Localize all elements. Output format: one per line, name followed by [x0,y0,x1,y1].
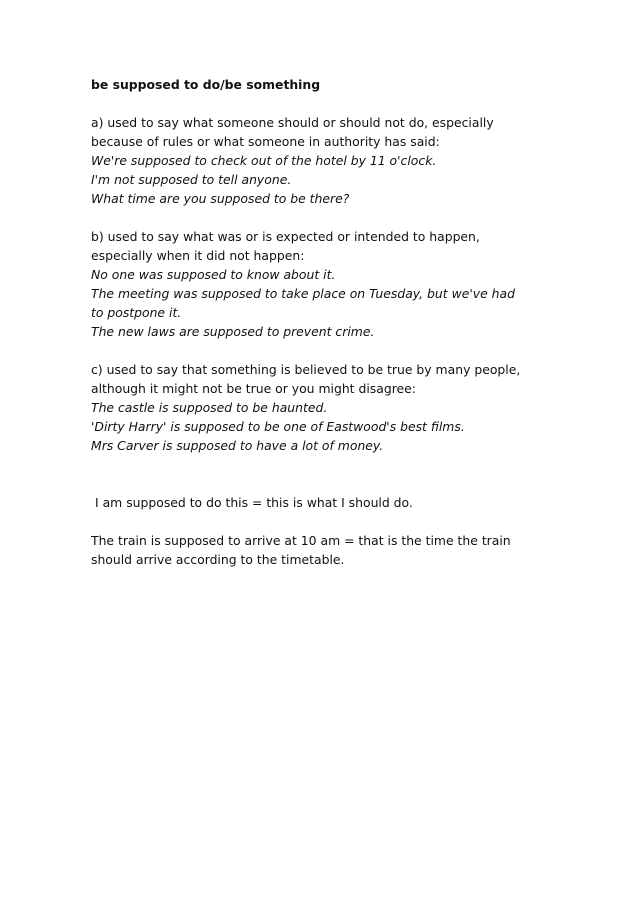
definition-line: because of rules or what someone in authority has said: [91,134,440,149]
definition-section-b [91,227,561,341]
definition-line: especially when it did not happen: [91,248,305,263]
usage-note-2 [91,531,561,569]
example-sentence: No one was supposed to know about it. [91,267,336,282]
definition-section-a [91,113,561,208]
note-line: The train is supposed to arrive at 10 am = that is the time the train [91,533,511,548]
example-sentence: The castle is supposed to be haunted. [91,400,328,415]
example-sentence: I'm not supposed to tell anyone. [91,172,292,187]
example-sentence: 'Dirty Harry' is supposed to be one of Eastwood's best films. [91,419,465,434]
definition-line: a) used to say what someone should or should not do, especially [91,115,494,130]
note-line: should arrive according to the timetable. [91,552,345,567]
spacer [91,512,561,531]
definition-line: b) used to say what was or is expected or intended to happen, [91,229,480,244]
document-title: be supposed to do/be something [91,77,321,92]
example-sentence: The new laws are supposed to prevent crime. [91,324,375,339]
example-sentence: Mrs Carver is supposed to have a lot of money. [91,438,384,453]
spacer [91,455,561,493]
example-sentence: We're supposed to check out of the hotel by 11 o'clock. [91,153,437,168]
example-sentence: to postpone it. [91,305,182,320]
example-sentence: The meeting was supposed to take place on Tuesday, but we've had [91,286,515,301]
document-page [91,75,561,569]
definition-section-c [91,360,561,455]
spacer [91,208,561,227]
spacer [91,94,561,113]
definition-line: c) used to say that something is believed to be true by many people, [91,362,521,377]
example-sentence: What time are you supposed to be there? [91,191,350,206]
definition-line: although it might not be true or you might disagree: [91,381,416,396]
spacer [91,341,561,360]
usage-note-1 [91,493,561,512]
note-line: I am supposed to do this = this is what I should do. [95,495,413,510]
